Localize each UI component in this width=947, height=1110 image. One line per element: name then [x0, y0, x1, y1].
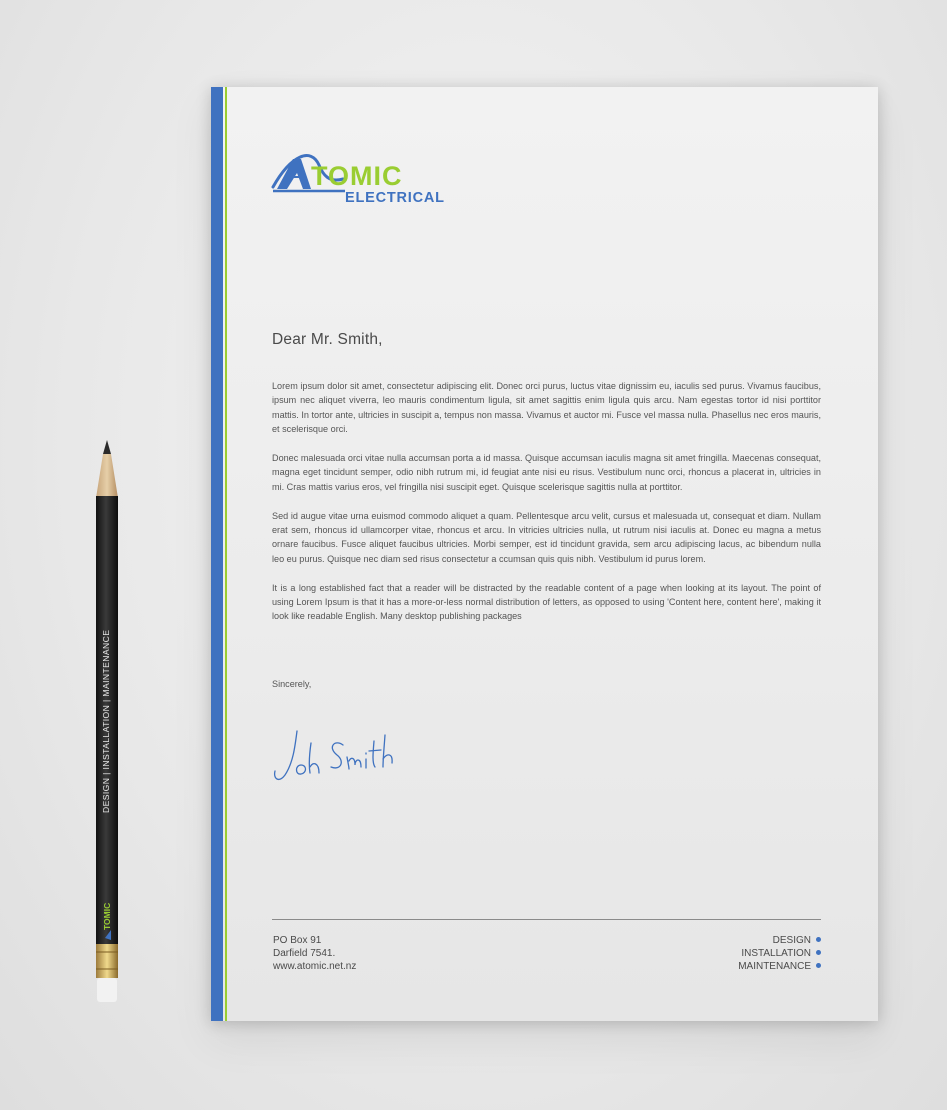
letter-body	[272, 379, 821, 638]
bullet-dot-icon	[816, 937, 821, 942]
handwritten-signature	[271, 723, 401, 789]
body-paragraph: Donec malesuada orci vitae nulla accumsan porta a id massa. Quisque accumsan iaculis magna sit amet fringilla. Maecenas consequat, magna eget tincidunt semper, odio nibh rutrum mi, id feugiat ante nisi eu risus. Vestibulum nunc orci, rhoncus a placerat in, ultricies in mi. Cras mattis varius eros, vel fringilla nisi suscipit eget. Quisque scelerisque sagittis nulla at porttitor.	[272, 453, 821, 492]
service-item	[738, 947, 821, 960]
service-label: MAINTENANCE	[738, 961, 811, 973]
pencil-icon	[93, 438, 121, 1006]
logo-text-main: TOMIC	[311, 161, 403, 191]
atomic-electrical-logo	[271, 145, 447, 207]
footer-address	[273, 934, 356, 974]
blue-margin-stripe	[211, 87, 223, 1021]
letter-salutation: Dear Mr. Smith,	[272, 331, 383, 348]
service-item	[738, 960, 821, 973]
pencil-text: DESIGN | INSTALLATION | MAINTENANCE	[101, 629, 111, 813]
body-paragraph: It is a long established fact that a reader will be distracted by the readable content of a page when looking at its layout. The point of using Lorem Ipsum is that it has a more-or-less normal distribution of letters, as opposed to using 'Content here, content here', making it look like readable English. Many desktop publishing packages	[272, 582, 821, 622]
bullet-dot-icon	[816, 963, 821, 968]
logo-text-sub: ELECTRICAL	[345, 190, 445, 206]
service-label: INSTALLATION	[741, 948, 811, 960]
letter-closing: Sincerely,	[272, 679, 312, 689]
green-margin-stripe	[225, 87, 227, 1021]
footer-divider	[272, 919, 821, 920]
footer-services	[738, 934, 821, 974]
service-label: DESIGN	[772, 935, 811, 946]
address-line: Darfield 7541.	[273, 948, 336, 960]
address-line: PO Box 91	[273, 935, 322, 946]
website-text: www.atomic.net.nz	[273, 961, 357, 973]
service-item	[738, 934, 821, 947]
bullet-dot-icon	[816, 950, 821, 955]
body-paragraph: Sed id augue vitae urna euismod commodo aliquet a quam. Pellentesque arcu velit, cursus et malesuada ut, consequat et diam. Nullam erat sem, rhoncus id ullamcorper vitae, rhoncus et arcu. In vitricies ultricies nulla, ut rutrum nisi iaculis at. Donec eu magna a metus ornare faucibus. Fusce aliquet faucibus ultricies. Morbi semper, est id tincidunt gravida, sem arcu adipiscing lacus, ac bibendum nulla leo eu purus. Quisque nec diam sed risus consectetur a ccumsan quis quis nibh. Vestibulum id purus lorem.	[272, 510, 821, 564]
pencil-logo-text: TOMIC	[102, 902, 112, 930]
body-paragraph: Lorem ipsum dolor sit amet, consectetur adipiscing elit. Donec orci purus, luctus vitae dignissim eu, iaculis sed purus. Vivamus faucibus, ipsum nec aliquet viverra, leo mauris condimentum ligula, sit amet sagittis enim ligula quis arcu. Nam egestas tortor id nisi porttitor mattis. In tortor ante, ultricies in suscipit a, tempus non massa. Vivamus et auctor mi. Fusce vel massa nulla. Phasellus nec eros mauris, et scelerisque orci.	[272, 381, 821, 435]
letterhead-sheet	[211, 87, 878, 1021]
